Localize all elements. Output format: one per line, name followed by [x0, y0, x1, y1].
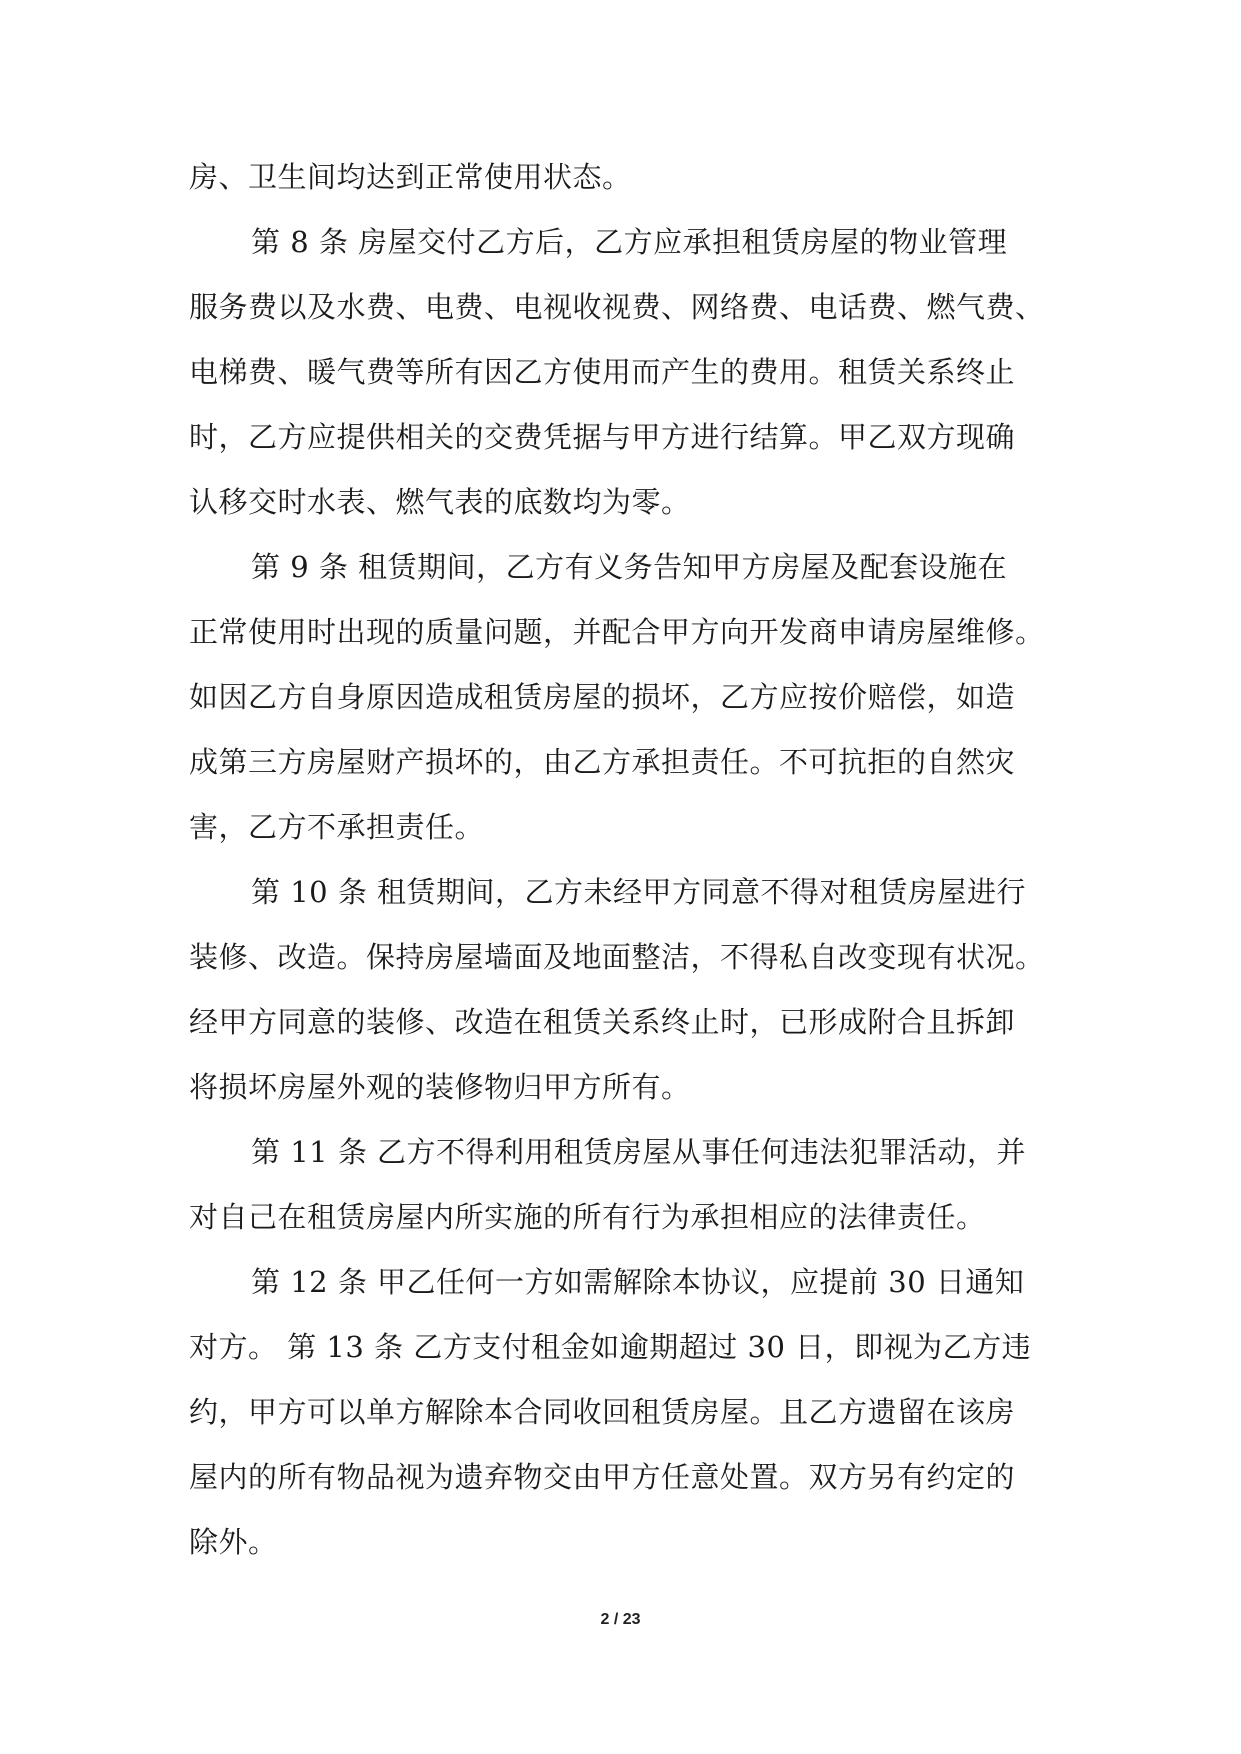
- article-11-heading-line: 第 11 条 乙方不得利用租赁房屋从事任何违法犯罪活动，并: [251, 1135, 1027, 1169]
- article-9-heading-line: 第 9 条 租赁期间，乙方有义务告知甲方房屋及配套设施在: [251, 550, 1008, 584]
- text-line: 经甲方同意的装修、改造在租赁关系终止时，已形成附合且拆卸: [189, 1005, 1016, 1039]
- text-line: 对自己在租赁房屋内所实施的所有行为承担相应的法律责任。: [189, 1200, 986, 1234]
- text-line: 电梯费、暖气费等所有因乙方使用而产生的费用。租赁关系终止: [189, 355, 1016, 389]
- page-number: 2 / 23: [600, 1611, 641, 1628]
- article-10-heading-line: 第 10 条 租赁期间，乙方未经甲方同意不得对租赁房屋进行: [251, 875, 1027, 909]
- text-line: 约，甲方可以单方解除本合同收回租赁房屋。且乙方遗留在该房: [189, 1395, 1016, 1429]
- text-line: 如因乙方自身原因造成租赁房屋的损坏，乙方应按价赔偿，如造: [189, 680, 1016, 714]
- text-line: 装修、改造。保持房屋墙面及地面整洁，不得私自改变现有状况。: [189, 940, 1045, 974]
- text-line: 害，乙方不承担责任。: [189, 810, 485, 844]
- article-8-heading-line: 第 8 条 房屋交付乙方后，乙方应承担租赁房屋的物业管理: [251, 225, 1008, 259]
- text-line: 将损坏房屋外观的装修物归甲方所有。: [189, 1070, 691, 1104]
- text-line: 服务费以及水费、电费、电视收视费、网络费、电话费、燃气费、: [189, 290, 1045, 324]
- text-line: 屋内的所有物品视为遗弃物交由甲方任意处置。双方另有约定的: [189, 1460, 1016, 1494]
- text-line: 时，乙方应提供相关的交费凭据与甲方进行结算。甲乙双方现确: [189, 420, 1016, 454]
- text-line: 认移交时水表、燃气表的底数均为零。: [189, 485, 691, 519]
- text-line: 除外。: [189, 1525, 278, 1559]
- text-line: 成第三方房屋财产损坏的，由乙方承担责任。不可抗拒的自然灾: [189, 745, 1016, 779]
- text-line: 房、卫生间均达到正常使用状态。: [189, 160, 632, 194]
- text-line: 对方。 第 13 条 乙方支付租金如逾期超过 30 日，即视为乙方违: [189, 1330, 1032, 1364]
- text-line: 正常使用时出现的质量问题，并配合甲方向开发商申请房屋维修。: [189, 615, 1045, 649]
- article-12-heading-line: 第 12 条 甲乙任何一方如需解除本协议，应提前 30 日通知: [251, 1265, 1025, 1299]
- contract-body: [189, 145, 1059, 1575]
